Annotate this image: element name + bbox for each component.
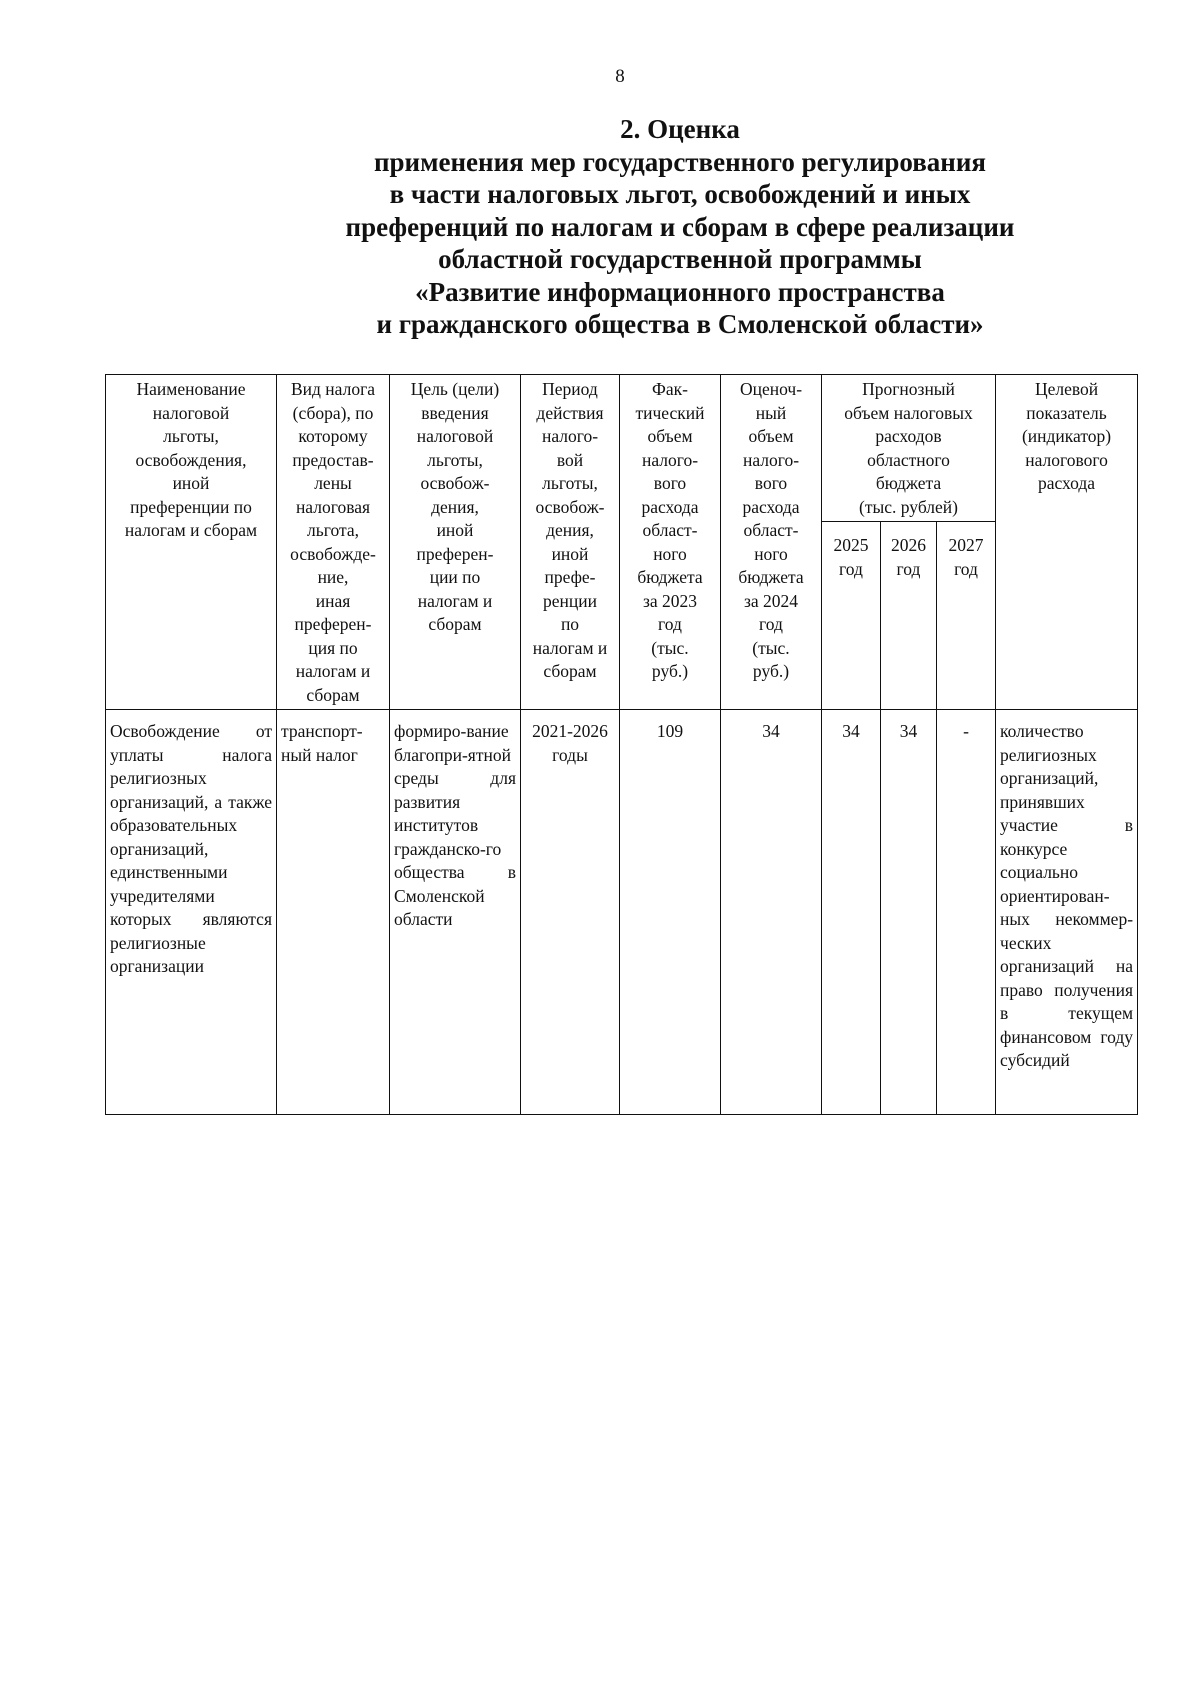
header-line: 2025 — [833, 535, 869, 555]
header-line: иной — [436, 520, 474, 540]
header-line: налогам и — [532, 637, 608, 658]
header-goal — [390, 375, 521, 710]
header-line: расходов — [875, 426, 942, 446]
header-line: Целевой — [1034, 379, 1099, 399]
header-line: вого — [754, 473, 788, 493]
header-line: 2026 — [891, 535, 926, 555]
header-line: объем — [748, 426, 794, 446]
header-line: сборам — [543, 661, 597, 681]
header-line: преферен- — [294, 614, 372, 634]
header-line: ции по — [429, 567, 481, 587]
header-indicator — [996, 375, 1138, 710]
title-line: применения мер государственного регулирования — [373, 146, 987, 177]
header-line: налогам и — [417, 590, 493, 611]
header-line: объем налоговых — [844, 402, 973, 423]
header-line: расхода — [1038, 473, 1096, 493]
header-line: (сбора), по — [292, 402, 374, 423]
header-row — [106, 375, 1138, 522]
header-line: вой — [556, 449, 584, 470]
header-line: налоговой — [416, 426, 494, 446]
header-line: сборам — [428, 614, 482, 634]
header-line: тический — [635, 402, 705, 423]
header-line: Вид налога — [290, 379, 376, 399]
header-line: областного — [867, 449, 950, 470]
header-year-2027 — [937, 522, 996, 710]
header-line: дения, — [546, 520, 594, 540]
header-line: 2027 — [948, 535, 984, 555]
title-line: преференций по налогам и сборам в сфере реализации — [345, 211, 1015, 242]
header-line: объем — [647, 426, 693, 446]
header-line: иная — [315, 590, 351, 611]
table-row — [106, 710, 1138, 1115]
header-line: освобож- — [535, 496, 605, 517]
header-line: (тыс. — [752, 637, 790, 658]
header-line: введения — [421, 402, 489, 423]
cell-indicator: количество религиозных организаций, принявших участие в конкурсе социально ориентирован-ных некоммер-ческих организаций на право получения в текущем финансовом году субсидий — [996, 710, 1138, 1115]
header-line: ного — [653, 543, 687, 564]
header-line: бюджета — [738, 567, 804, 587]
header-line: сборам — [306, 684, 360, 705]
page-number: 8 — [615, 66, 625, 87]
header-line: действия — [536, 402, 604, 423]
header-line: област- — [743, 520, 799, 540]
header-line: област- — [642, 520, 698, 540]
header-line: преференции по — [130, 496, 252, 517]
header-line: налоговой — [152, 402, 230, 423]
header-line: (индикатор) — [1021, 426, 1112, 446]
header-line: Прогнозный — [862, 379, 955, 399]
header-line: предостав- — [292, 449, 374, 470]
cell-2027: - — [937, 710, 996, 1115]
header-line: по — [560, 614, 580, 634]
cell-name: Освобождение от уплаты налога религиозных организаций, а также образовательных организаций, единственными учредителями которых являются религиозные организации — [106, 710, 277, 1115]
header-name — [106, 375, 277, 710]
cell-2026: 34 — [881, 710, 937, 1115]
header-line: налого- — [641, 449, 699, 470]
header-line: год — [759, 614, 783, 634]
title-line: областной государственной программы — [438, 244, 922, 274]
header-line: год — [658, 614, 682, 634]
header-line: Наименование — [136, 379, 246, 399]
header-line: за 2024 — [743, 590, 799, 611]
header-line: руб.) — [752, 661, 790, 681]
title-line: в части налоговых льгот, освобождений и иных — [389, 179, 971, 209]
header-line: год — [954, 558, 978, 579]
header-line: ренции — [543, 590, 597, 611]
tax-benefits-table — [105, 374, 1138, 1115]
cell-period: 2021-2026 годы — [521, 710, 620, 1115]
header-line: которому — [298, 426, 368, 446]
header-line: освобождения, — [135, 449, 247, 470]
header-line: освобожде- — [290, 543, 376, 564]
cell-goal: формиро-вание благопри-ятной среды для развития институтов гражданско-го общества в Смоленской области — [390, 710, 521, 1115]
header-line: налого- — [541, 426, 599, 446]
header-line: освобож- — [420, 473, 490, 493]
header-line: дения, — [431, 496, 479, 517]
header-line: Оценоч- — [739, 379, 803, 399]
title-line: и гражданского общества в Смоленской области» — [376, 309, 984, 339]
header-line: (тыс. рублей) — [859, 496, 958, 517]
header-line: расхода — [742, 496, 800, 517]
header-line: префе- — [544, 567, 596, 587]
header-line: бюджета — [637, 567, 703, 587]
title-line: 2. Оценка — [620, 114, 740, 144]
header-line: ция по — [308, 637, 358, 658]
cell-estimated-2024: 34 — [721, 710, 822, 1115]
header-line: вого — [653, 473, 687, 493]
header-actual-2023 — [620, 375, 721, 710]
title-line: «Развитие информационного пространства — [415, 276, 945, 307]
header-line: льготы, — [542, 473, 598, 493]
header-line: Цель (цели) — [410, 379, 500, 399]
header-line: налогового — [1025, 449, 1108, 470]
cell-2025: 34 — [822, 710, 881, 1115]
header-line: налоговая — [295, 496, 371, 517]
header-line: бюджета — [875, 473, 942, 493]
header-forecast — [822, 375, 996, 522]
cell-actual-2023: 109 — [620, 710, 721, 1115]
header-period — [521, 375, 620, 710]
header-line: иной — [172, 473, 210, 493]
header-line: налогам и сборам — [124, 520, 258, 540]
header-line: налогам и — [295, 661, 371, 681]
header-line: ного — [754, 543, 788, 564]
header-line: налого- — [742, 449, 800, 470]
header-line: иной — [551, 543, 589, 564]
document-title — [280, 113, 1080, 341]
header-year-2026 — [881, 522, 937, 710]
cell-tax-type: транспорт-ный налог — [277, 710, 390, 1115]
header-line: льгота, — [307, 520, 359, 540]
header-line: показатель — [1026, 402, 1107, 423]
header-line: год — [896, 558, 921, 579]
header-line: преферен- — [416, 543, 494, 564]
header-tax-type — [277, 375, 390, 710]
header-line: за 2023 — [642, 590, 698, 611]
header-estimated-2024 — [721, 375, 822, 710]
header-line: расхода — [641, 496, 699, 517]
header-line: руб.) — [651, 661, 689, 681]
header-line: льготы, — [163, 426, 219, 446]
header-line: льготы, — [427, 449, 483, 470]
header-line: ный — [755, 402, 787, 423]
header-line: лены — [314, 473, 352, 493]
header-line: Фак- — [652, 379, 688, 399]
header-line: Период — [542, 379, 598, 399]
header-year-2025 — [822, 522, 881, 710]
header-line: год — [839, 558, 863, 579]
header-line: (тыс. — [651, 637, 689, 658]
header-line: ние, — [317, 567, 349, 587]
